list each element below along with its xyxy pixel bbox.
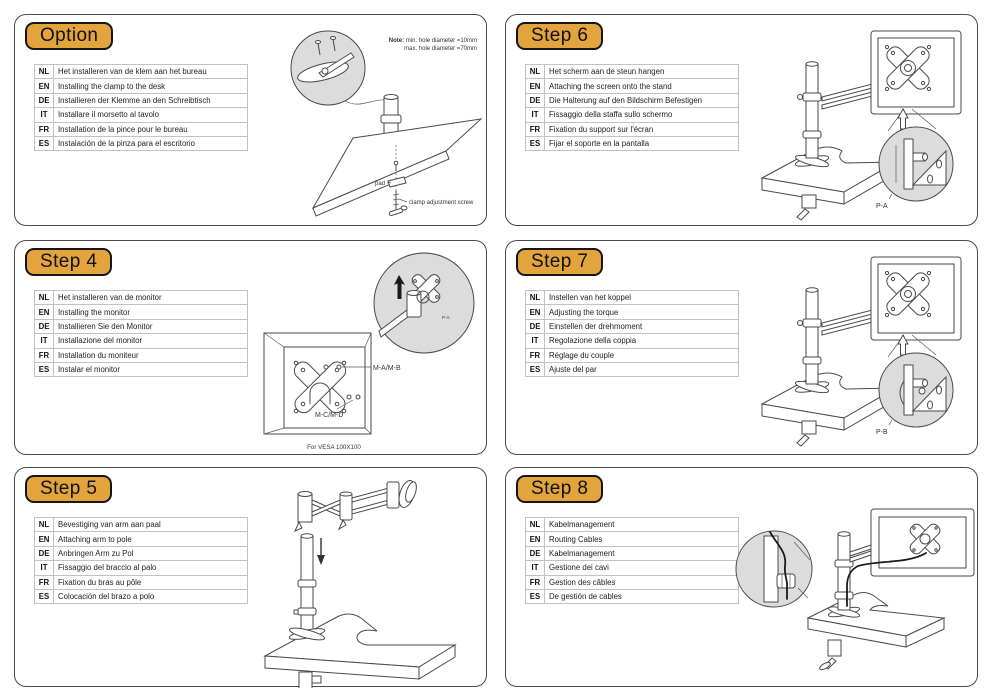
language-text: Installazione del monitor <box>54 334 248 348</box>
clamp-detail-circle <box>291 31 365 105</box>
screws-bottom-label: M-C/M-D <box>315 412 344 419</box>
arm-to-pole-illustration <box>15 468 488 688</box>
language-code: IT <box>35 561 54 575</box>
panel-step6 <box>505 14 978 226</box>
down-arrow <box>317 538 325 565</box>
language-code: FR <box>35 122 54 136</box>
language-text: Fissaggio della staffa sullo schermo <box>545 108 739 122</box>
language-text: Attaching arm to pole <box>54 532 248 546</box>
detail-label: P-A <box>876 203 888 210</box>
language-code: FR <box>526 122 545 136</box>
language-text: Installare il morsetto al tavolo <box>54 108 248 122</box>
language-code: FR <box>526 348 545 362</box>
desk-surface <box>265 614 455 679</box>
language-text: Anbringen Arm zu Pol <box>54 546 248 560</box>
panel-step4 <box>14 240 487 455</box>
language-text: Installation de la pince pour le bureau <box>54 122 248 136</box>
panel-title-badge: Step 5 <box>25 475 112 503</box>
language-text: Fixation du support sur l'écran <box>545 122 739 136</box>
language-text: Instellen van het koppel <box>545 291 739 305</box>
pole <box>798 62 822 158</box>
language-text: Installieren der Klemme an den Schreibtisch <box>54 93 248 107</box>
language-text: Installing the monitor <box>54 305 248 319</box>
language-code: DE <box>526 93 545 107</box>
language-code: DE <box>35 319 54 333</box>
language-code: NL <box>526 518 545 532</box>
desk-surface <box>762 373 896 430</box>
language-text: Installation du moniteur <box>54 348 248 362</box>
language-code: DE <box>35 93 54 107</box>
panel-option <box>14 14 487 226</box>
cable-routing-illustration <box>506 468 979 688</box>
language-text: Het installeren van de klem aan het bureau <box>54 65 248 79</box>
language-text: Réglage du couple <box>545 348 739 362</box>
language-code: DE <box>35 546 54 560</box>
language-code: ES <box>526 136 545 150</box>
pole <box>835 532 853 610</box>
language-code: NL <box>35 291 54 305</box>
cable-clip-detail-circle <box>736 531 812 607</box>
language-text: Fijar el soporte en la pantalla <box>545 136 739 150</box>
note-line2: max. hole diameter =70mm <box>404 46 477 53</box>
panel-title-badge: Step 7 <box>516 248 603 276</box>
arm-assembly <box>295 479 419 531</box>
pole <box>294 534 316 630</box>
panel-title-badge: Step 8 <box>516 475 603 503</box>
language-code: IT <box>35 108 54 122</box>
language-text: Attaching the screen onto the stand <box>545 79 739 93</box>
language-text: Instalación de la pinza para el escritorio <box>54 136 248 150</box>
torque-detail-circle <box>879 353 953 427</box>
panel-title-badge: Option <box>25 22 113 50</box>
detail-label: P-A <box>442 315 450 320</box>
clamp-screw-label: clamp adjustment screw <box>409 200 474 206</box>
pole <box>798 288 822 384</box>
clamp-install-illustration <box>15 15 488 227</box>
language-text: Het installeren van de monitor <box>54 291 248 305</box>
language-text: De gestión de cables <box>545 589 739 603</box>
torque-adjust-illustration <box>506 241 979 456</box>
note-line1: min. hole diameter =10mm <box>405 38 477 44</box>
language-text: Fixation du bras au pôle <box>54 575 248 589</box>
desk-surface <box>762 147 896 204</box>
language-text: Einstellen der drehmoment <box>545 319 739 333</box>
language-text: Ajuste del par <box>545 362 739 376</box>
language-text: Adjusting the torque <box>545 305 739 319</box>
language-text: Gestion des câbles <box>545 575 739 589</box>
language-code: NL <box>526 291 545 305</box>
language-text: Bevestiging van arm aan paal <box>54 518 248 532</box>
language-code: EN <box>35 79 54 93</box>
language-text: Installieren Sie den Monitor <box>54 319 248 333</box>
language-code: FR <box>35 348 54 362</box>
language-code: NL <box>526 65 545 79</box>
panel-step7 <box>505 240 978 455</box>
language-code: ES <box>35 589 54 603</box>
language-text: Instalar el monitor <box>54 362 248 376</box>
language-text: Fissaggio del braccio al palo <box>54 561 248 575</box>
hook-detail-circle <box>879 127 953 201</box>
language-text: Kabelmanagement <box>545 546 739 560</box>
language-text: Die Halterung auf den Bildschirm Befestigen <box>545 93 739 107</box>
language-code: EN <box>35 305 54 319</box>
language-text: Gestione dei cavi <box>545 561 739 575</box>
language-code: EN <box>526 79 545 93</box>
language-code: DE <box>526 546 545 560</box>
language-text: Regolazione della coppia <box>545 334 739 348</box>
screen-attach-illustration <box>506 15 979 227</box>
language-text: Kabelmanagement <box>545 518 739 532</box>
language-code: EN <box>526 305 545 319</box>
language-code: IT <box>35 334 54 348</box>
bracket-detail-circle <box>374 253 474 353</box>
language-code: ES <box>35 136 54 150</box>
language-code: NL <box>35 65 54 79</box>
detail-label: P-B <box>876 429 888 436</box>
desk-surface <box>808 593 944 648</box>
panel-title-badge: Step 4 <box>25 248 112 276</box>
panel-step8 <box>505 467 978 687</box>
screws-top-label: M-A/M-B <box>373 365 401 372</box>
language-code: IT <box>526 108 545 122</box>
language-code: ES <box>526 362 545 376</box>
language-code: EN <box>526 532 545 546</box>
language-code: FR <box>526 575 545 589</box>
language-code: EN <box>35 532 54 546</box>
language-text: Colocación del brazo a polo <box>54 589 248 603</box>
note-label: Note: <box>388 38 405 44</box>
monitor-install-illustration <box>15 241 488 456</box>
language-code: IT <box>526 561 545 575</box>
language-text: Installing the clamp to the desk <box>54 79 248 93</box>
language-code: NL <box>35 518 54 532</box>
vesa-caption: For VESA 100X100 <box>307 444 361 451</box>
pad-label: pad <box>374 181 385 187</box>
language-text: Het scherm aan de steun hangen <box>545 65 739 79</box>
language-code: ES <box>526 589 545 603</box>
panel-step5 <box>14 467 487 687</box>
language-code: IT <box>526 334 545 348</box>
language-code: DE <box>526 319 545 333</box>
language-code: ES <box>35 362 54 376</box>
language-code: FR <box>35 575 54 589</box>
language-text: Routing Cables <box>545 532 739 546</box>
panel-title-badge: Step 6 <box>516 22 603 50</box>
